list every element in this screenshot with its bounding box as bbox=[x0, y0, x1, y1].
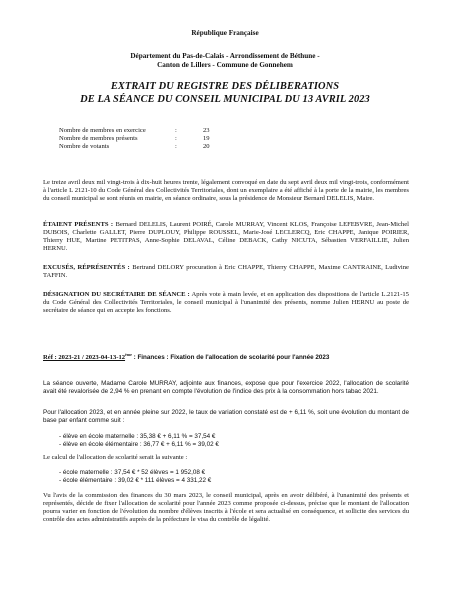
count-row-in-office bbox=[59, 127, 233, 135]
session-intro-paragraph: Le treize avril deux mil vingt-trois à dix-huit heures trente, légalement convoqué en date du sept avril deux mil vingt-trois, conformément à l'article L 2121-10 du Code Général des Collectivités Territoriales, dont un exemplaire a été affiché à la porte de la mairie, les membres du conseil municipal se sont réunis en mairie, en séance ordinaire, sous la présidence de Monsieur Bernard DELELIS, Maire. bbox=[43, 179, 409, 202]
count-colon: : bbox=[175, 134, 177, 142]
excused-label: EXCUSÉS, RÉPRÉSENTÉS : bbox=[43, 264, 130, 271]
reference-subject: : Finances : Fixation de l'allocation de scolarité pour l'année 2023 bbox=[133, 354, 330, 362]
excused-list: Bertrand DELORY procuration à Eric CHAPPE, Thierry CHAPPE, Maxime CANTRAINE, Ludivine TAFFIN. bbox=[43, 264, 409, 279]
base-amount-list bbox=[59, 433, 219, 449]
count-label: Nombre de votants bbox=[59, 142, 110, 150]
count-label: Nombre de membres en exercice bbox=[59, 127, 146, 134]
count-value: 19 bbox=[203, 134, 210, 142]
list-item: - élève en école élémentaire : 36,77 € + 6,11 % = 39,02 € bbox=[59, 441, 219, 449]
count-row-present bbox=[59, 135, 233, 143]
count-label: Nombre de membres présents bbox=[59, 134, 138, 142]
count-colon: : bbox=[175, 127, 177, 134]
excused-paragraph bbox=[43, 264, 409, 280]
count-value: 20 bbox=[203, 142, 210, 150]
list-item: - élève en école maternelle : 35,38 € + 6,11 % = 37,54 € bbox=[59, 433, 219, 441]
deliberation-reference bbox=[43, 351, 409, 362]
variation-paragraph: Pour l'allocation 2023, et en année pleine sur 2022, le taux de variation constaté est de + 6,11 %, soit une évolution du montant de base par enfant comme suit : bbox=[43, 409, 409, 424]
extract-title-line2: DE LA SÉANCE DU CONSEIL MUNICIPAL DU 13 AVRIL 2023 bbox=[80, 94, 370, 105]
decision-paragraph: Vu l'avis de la commission des finances du 30 mars 2023, le conseil municipal, après en avoir délibéré, à l'unanimité des présents et représentés, décide de fixer l'allocation de scolarité pour l'année 2023 comme proposée ci-dessus, précise que le montant de l'allocation pourra varier en fonction de l'évolution du nombre d'élèves inscrits à l'école et sera actualisé en conséquence, et sollicite des services du contrôle des actes administratifs auprès de la préfecture le visa du contrôle de légalité. bbox=[43, 492, 409, 523]
extract-title-line1: EXTRAIT DU REGISTRE DES DÉLIBERATIONS bbox=[110, 81, 340, 92]
present-list: Bernard DELELIS, Laurent POIRÉ, Carole MURRAY, Vincent KLOS, Françoise LEFEBVRE, Jean-Michel DUBOIS, Charlette GALLET, Pierre DUPLOUY, Philippe ROUSSEL, Marie-José LECLERCQ, Eric CHAPPE, Janique POIRIER, Thierry HUE, Martine PETITPAS, Anne-Sophie DELAVAL, Céline DEBACK, Cathy NICUTA, Sébastien VERFAILLIE, Julien HERNU. bbox=[43, 221, 409, 252]
reference-suffix: ème bbox=[125, 352, 132, 357]
exposition-paragraph: La séance ouverte, Madame Carole MURRAY, adjointe aux finances, expose que pour l'exercice 2022, l'allocation de scolarité avait été revalorisée de 2,94 % en prenant en compte l'évolution de l'indice des prix à la consommation hors tabac 2021. bbox=[43, 380, 409, 395]
present-members-paragraph bbox=[43, 221, 409, 253]
list-item: - école élémentaire : 39,02 € * 111 élèves = 4 331,22 € bbox=[59, 477, 211, 485]
present-label: ÉTAIENT PRÉSENTS : bbox=[43, 221, 114, 228]
list-item: - école maternelle : 37,54 € * 52 élèves = 1 952,08 € bbox=[59, 469, 211, 477]
member-counts bbox=[59, 127, 233, 150]
count-colon: : bbox=[175, 142, 177, 150]
calculation-intro: Le calcul de l'allocation de scolarité serait la suivante : bbox=[43, 454, 188, 461]
count-row-voters bbox=[59, 143, 233, 151]
count-value: 23 bbox=[203, 127, 210, 134]
secretary-paragraph bbox=[43, 291, 409, 315]
allocation-list bbox=[59, 469, 211, 485]
secretary-text: Après vote à main levée, et en application des dispositions de l'article L.2121-15 du Code Général des Collectivités Territoriales, le conseil municipal à l'unanimité des présents, nomme Julien HERNU au poste de secrétaire de séance qui en accepte les fonctions. bbox=[43, 291, 409, 314]
reference-number: Réf : 2023-21 / 2023-04-13-12 bbox=[43, 354, 126, 362]
republic-heading: République Française bbox=[191, 29, 259, 37]
canton-line: Canton de Lillers - Commune de Gonnehem bbox=[157, 61, 293, 69]
secretary-label: DÉSIGNATION DU SECRÉTAIRE DE SÉANCE : bbox=[43, 291, 190, 298]
department-line: Département du Pas-de-Calais - Arrondissement de Béthune - bbox=[130, 52, 320, 60]
